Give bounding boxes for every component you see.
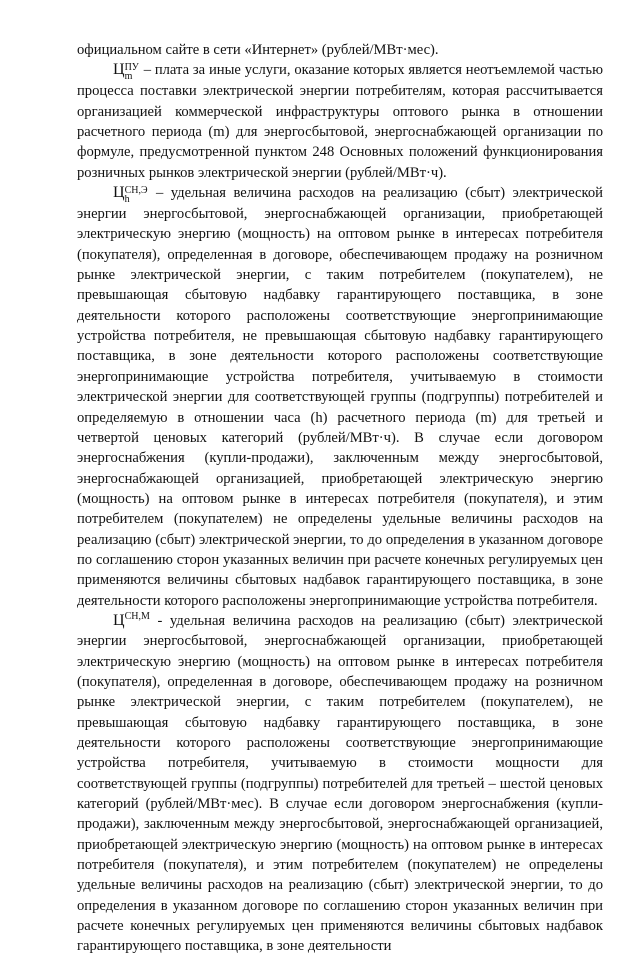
symbol-c-pu-m: Ц ПУ m — [113, 61, 139, 83]
paragraph-text: – удельная величина расходов на реализацию (сбыт) электрической энергии энергосбытовой, энергоснабжающей организации, приобретающей электрическую энергию (мощность) на оптовом рынке в интересах потребителя (покупателя), определенная в договоре, обеспечивающем продажу на розничном рынке электрической энергии, с таким потребителем (покупателем), не превышающая сбытовую надбавку гарантирующего поставщика, в зоне деятельности которого расположены соответствующие энергопринимающие устройства потребителя, не превышающая сбытовую надбавку гарантирующего поставщика, в зоне деятельности которого расположены соответствующие энергопринимающие устройства потребителя, учитываемую в стоимости электрической энергии для соответствующей группы (подгруппы) потребителей и определяемую в отношении часа (h) расчетного периода (m) для третьей и четвертой ценовых категорий (рублей/МВт·ч). В случае если договором энергоснабжения (купли-продажи), заключенным между энергосбытовой, энергоснабжающей организацией, приобретающей электрическую энергию (мощность) на оптовом рынке в интересах потребителя (покупателя), и этим потребителем (покупателем) не определены удельные величины расходов на реализацию (сбыт) электрической энергии, то до определения в указанном договоре по соглашению сторон указанных величин при расчете конечных регулируемых цен применяются величины сбытовых надбавок гарантирующего поставщика, в зоне деятельности которого расположены энергопринимающие устройства потребителя. — [77, 185, 603, 609]
paragraph-energy-sales-cost — [77, 183, 603, 611]
document-page — [77, 40, 603, 957]
paragraph-continuation: официальном сайте в сети «Интернет» (рублей/МВт·мес). — [77, 42, 439, 58]
paragraph-text: - удельная величина расходов на реализацию (сбыт) электрической энергии энергосбытовой, энергоснабжающей организации, приобретающей электрическую энергию (мощность) на оптовом рынке в интересах потребителя (покупателя), определенная в договоре, обеспечивающем продажу на розничном рынке электрической энергии, с таким потребителем (покупателем), не превышающая сбытовую надбавку гарантирующего поставщика, в зоне деятельности которого расположены соответствующие энергопринимающие устройства потребителя, учитываемую в стоимости мощности для соответствующей группы (подгруппы) потребителей для третьей – шестой ценовых категорий (рублей/МВт·мес). В случае если договором энергоснабжения (купли-продажи), заключенным между энергосбытовой, энергоснабжающей организацией, приобретающей электрическую энергию (мощность) на оптовом рынке в интересах потребителя (покупателя), и этим потребителем (покупателем) не определены удельные величины расходов на реализацию (сбыт) электрической энергии, то до определения в указанном договоре по соглашению сторон указанных величин при расчете конечных регулируемых цен применяются величины сбытовых надбавок гарантирующего поставщика, в зоне деятельности — [77, 612, 603, 955]
symbol-c-sn-e-h: Ц СН,Э h — [113, 184, 148, 206]
symbol-c-sn-m: $Ц^{СН,М}$ — [113, 611, 150, 629]
paragraph-other-services-fee — [77, 60, 603, 183]
paragraph-text: – плата за иные услуги, оказание которых является неотъемлемой частью процесса поставки электрической энергии потребителям, которая рассчитывается организацией коммерческой инфраструктуры оптового рынка в отношении расчетного периода (m) для энергосбытовой, энергоснабжающей организации по формуле, предусмотренной пунктом 248 Основных положений функционирования розничных рынков электрической энергии (рублей/МВт·ч). — [77, 62, 603, 181]
